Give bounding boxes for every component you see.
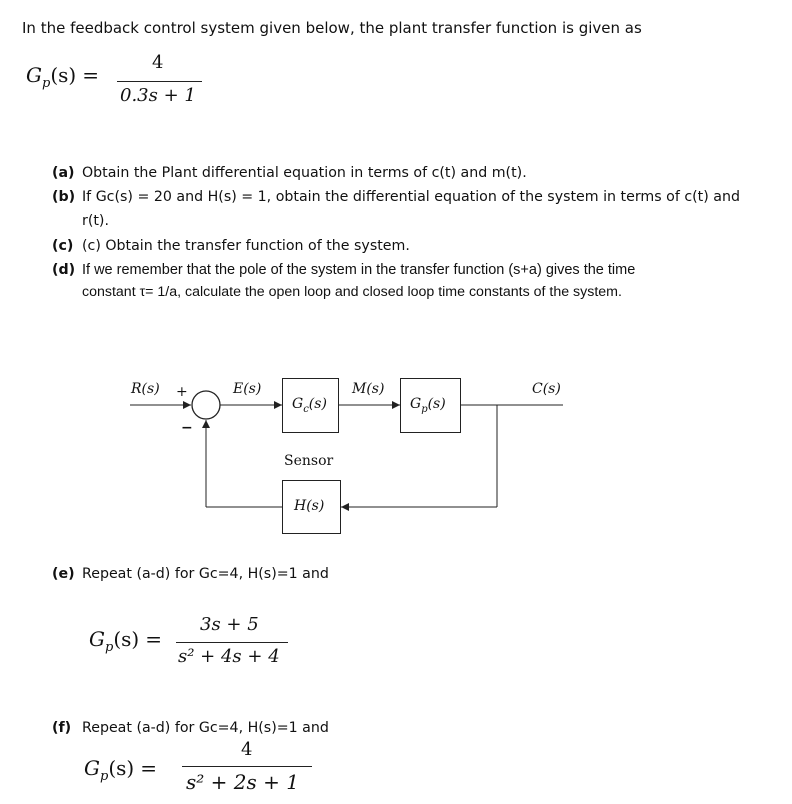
m-label: M(s) (352, 381, 385, 397)
question-d: (d) If we remember that the pole of the system in the transfer function (s+a) gives the time (52, 262, 636, 278)
question-a: (a) Obtain the Plant differential equation in terms of c(t) and m(t). (52, 165, 527, 181)
tf1-numerator: 4 (152, 52, 164, 73)
tf2-denominator: s² + 4s + 4 (178, 646, 280, 667)
intro-text: In the feedback control system given below, the plant transfer function is given as (22, 19, 642, 37)
question-c: (c) (c) Obtain the transfer function of the system. (52, 238, 410, 254)
tf2-fraction-bar (176, 642, 288, 643)
part-e: (e) Repeat (a-d) for Gc=4, H(s)=1 and (52, 566, 329, 582)
feedback-up-arrow (202, 420, 210, 428)
question-d-continuation: constant τ= 1/a, calculate the open loop and closed loop time constants of the system. (82, 284, 622, 300)
plant-label: $G_p(s)$ (410, 396, 446, 415)
tf3-numerator: 4 (241, 739, 253, 760)
sensor-block-label: H(s) (294, 498, 325, 514)
input-arrow (183, 401, 191, 409)
tf2-numerator: 3s + 5 (200, 614, 259, 635)
tf1-lhs: $G_p(s)$ = (26, 63, 99, 91)
tf2-lhs: $G_p(s)$ = (89, 627, 162, 655)
output-label: C(s) (532, 381, 561, 397)
summing-junction (192, 391, 220, 419)
minus-sign: − (181, 420, 193, 436)
controller-label: $G_c(s)$ (292, 396, 327, 415)
error-label: E(s) (233, 381, 262, 397)
tf3-fraction-bar (182, 766, 312, 767)
tf1-denominator: 0.3s + 1 (120, 85, 196, 106)
question-b-continuation: r(t). (82, 213, 109, 229)
input-label: R(s) (131, 381, 160, 397)
tf3-lhs: $G_p(s)$ = (84, 756, 157, 784)
question-b: (b) If Gc(s) = 20 and H(s) = 1, obtain the differential equation of the system in terms of c(t) and (52, 189, 740, 205)
sensor-label: Sensor (284, 453, 334, 469)
error-arrow (274, 401, 282, 409)
tf3-denominator: s² + 2s + 1 (186, 770, 299, 794)
m-arrow (392, 401, 400, 409)
part-f: (f) Repeat (a-d) for Gc=4, H(s)=1 and (52, 720, 329, 736)
feedback-arrow (341, 503, 349, 511)
plus-sign: + (176, 384, 188, 400)
